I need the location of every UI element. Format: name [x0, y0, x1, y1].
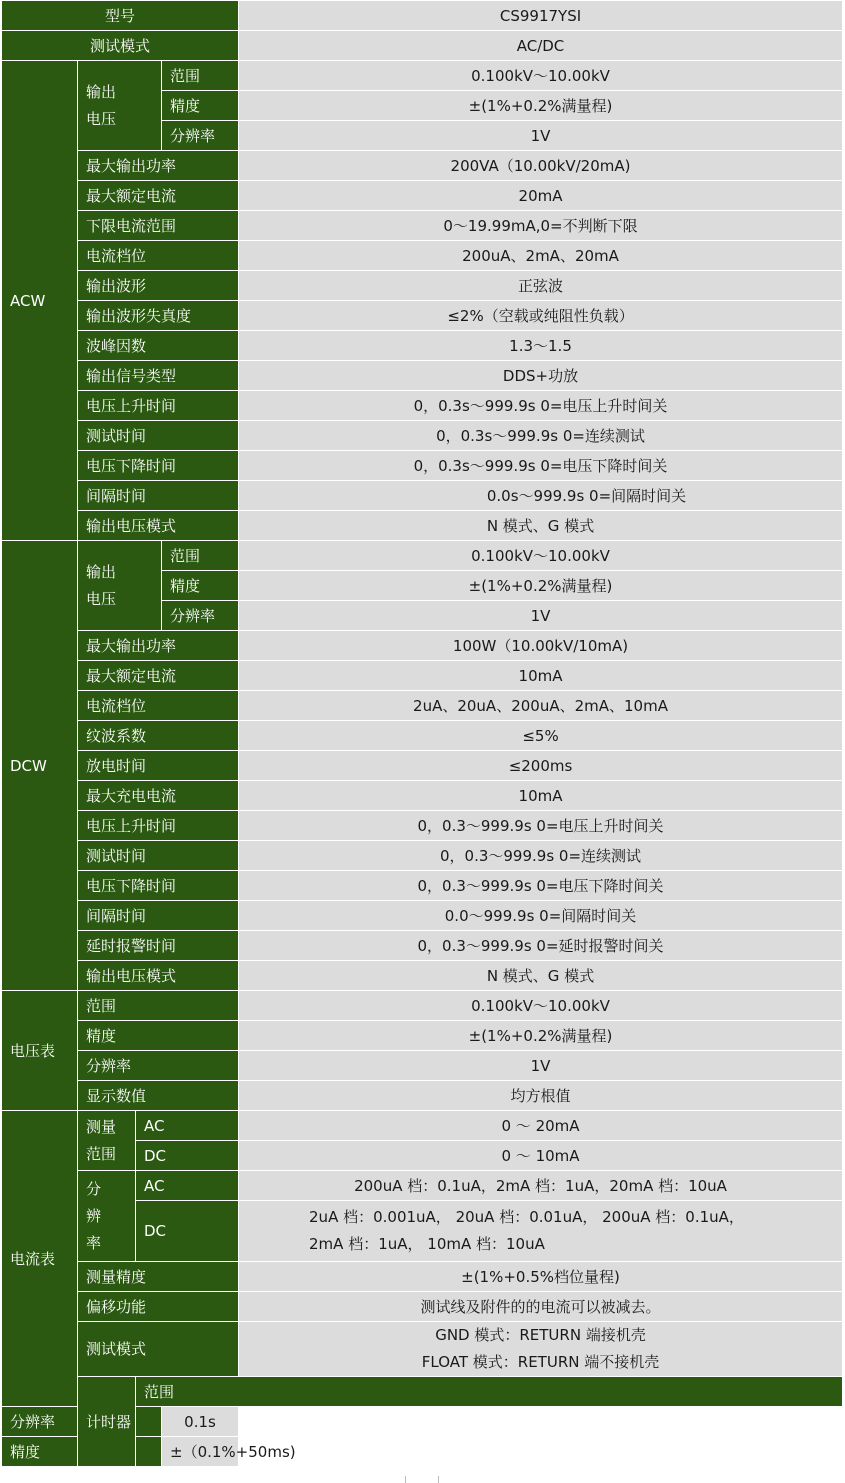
table-row [2, 631, 843, 661]
table-row [2, 61, 843, 91]
test-mode-value: AC/DC [239, 31, 843, 61]
table-row [2, 1437, 843, 1467]
dcw-row-value: N 模式、G 模式 [239, 961, 843, 991]
acw-row-label: 最大输出功率 [78, 151, 239, 181]
dcw-row-label: 输出电压模式 [78, 961, 239, 991]
acw-section-label: ACW [2, 61, 78, 541]
dcw-row-value: 0，0.3～999.9s 0=电压下降时间关 [239, 871, 843, 901]
dcw-row-label: 放电时间 [78, 751, 239, 781]
acw-row-value: N 模式、G 模式 [239, 511, 843, 541]
dcw-resolution-label: 分辨率 [162, 601, 239, 631]
table-row [2, 1377, 843, 1407]
dcw-section-label: DCW [2, 541, 78, 991]
dcw-row-label: 测试时间 [78, 841, 239, 871]
acw-row-value: DDS+功放 [239, 361, 843, 391]
ammeter-range-ac-value: 0 ～ 20mA [239, 1111, 843, 1141]
table-row [2, 1262, 843, 1292]
acw-row-label: 最大额定电流 [78, 181, 239, 211]
table-row [2, 1292, 843, 1322]
acw-accuracy-label: 精度 [162, 91, 239, 121]
table-row [2, 391, 843, 421]
page-divider [405, 1476, 439, 1483]
dcw-row-value: ≤200ms [239, 751, 843, 781]
acw-row-value: 0～19.99mA,0=不判断下限 [239, 211, 843, 241]
ammeter-res-ac-label: AC [136, 1171, 239, 1201]
dcw-accuracy-value: ±(1%+0.2%满量程) [239, 571, 843, 601]
table-row [2, 1081, 843, 1111]
table-row [2, 961, 843, 991]
voltmeter-row-label: 显示数值 [78, 1081, 239, 1111]
table-row [2, 1322, 843, 1377]
acw-row-label: 电压上升时间 [78, 391, 239, 421]
table-row [2, 1051, 843, 1081]
timer-row-value: ±（0.1%+50ms) [162, 1437, 239, 1467]
table-row [2, 271, 843, 301]
dcw-row-value: 2uA、20uA、200uA、2mA、10mA [239, 691, 843, 721]
dcw-range-label: 范围 [162, 541, 239, 571]
model-label: 型号 [2, 1, 239, 31]
acw-row-label: 间隔时间 [78, 481, 239, 511]
table-row [2, 991, 843, 1021]
table-row [2, 1111, 843, 1141]
acw-row-value: 正弦波 [239, 271, 843, 301]
table-row [2, 931, 843, 961]
voltmeter-row-value: 0.100kV～10.00kV [239, 991, 843, 1021]
timer-section-label: 计时器 [78, 1377, 136, 1467]
acw-row-label: 输出波形 [78, 271, 239, 301]
table-row [2, 331, 843, 361]
acw-row-value: 0，0.3s～999.9s 0=连续测试 [239, 421, 843, 451]
ammeter-range-dc-value: 0 ～ 10mA [239, 1141, 843, 1171]
ammeter-resolution-label: 分 辨 率 [78, 1171, 136, 1262]
dcw-row-label: 最大额定电流 [78, 661, 239, 691]
model-value: CS9917YSI [239, 1, 843, 31]
dcw-row-value: 100W（10.00kV/10mA) [239, 631, 843, 661]
acw-resolution-label: 分辨率 [162, 121, 239, 151]
acw-row-value: 200VA（10.00kV/20mA) [239, 151, 843, 181]
voltmeter-row-value: ±(1%+0.2%满量程) [239, 1021, 843, 1051]
table-row [2, 691, 843, 721]
ammeter-accuracy-value: ±(1%+0.5%档位量程) [239, 1262, 843, 1292]
voltmeter-section-label: 电压表 [2, 991, 78, 1111]
acw-row-value: 0.0s～999.9s 0=间隔时间关 [239, 481, 843, 511]
dcw-range-value: 0.100kV～10.00kV [239, 541, 843, 571]
timer-row-label: 分辨率 [2, 1407, 162, 1437]
timer-row-label: 范围 [136, 1377, 843, 1407]
acw-accuracy-value: ±(1%+0.2%满量程) [239, 91, 843, 121]
dcw-row-value: 10mA [239, 781, 843, 811]
spec-table [1, 0, 843, 1467]
ammeter-mode-value: GND 模式：RETURN 端接机壳 FLOAT 模式：RETURN 端不接机壳 [239, 1322, 843, 1377]
table-row [2, 511, 843, 541]
table-row [2, 811, 843, 841]
table-row [2, 211, 843, 241]
acw-row-label: 电流档位 [78, 241, 239, 271]
dcw-row-value: 0，0.3～999.9s 0=电压上升时间关 [239, 811, 843, 841]
ammeter-res-dc-value: 2uA 档：0.001uA， 20uA 档：0.01uA， 200uA 档：0.1uA， 2mA 档：1uA， 10mA 档：10uA [239, 1201, 843, 1262]
table-row [2, 31, 843, 61]
ammeter-range-dc-label: DC [136, 1141, 239, 1171]
voltmeter-row-label: 分辨率 [78, 1051, 239, 1081]
table-row [2, 661, 843, 691]
timer-row-label: 精度 [2, 1437, 162, 1467]
voltmeter-row-value: 1V [239, 1051, 843, 1081]
dcw-row-value: ≤5% [239, 721, 843, 751]
acw-range-value: 0.100kV～10.00kV [239, 61, 843, 91]
ammeter-range-ac-label: AC [136, 1111, 239, 1141]
table-row [2, 901, 843, 931]
acw-row-label: 波峰因数 [78, 331, 239, 361]
acw-row-label: 输出电压模式 [78, 511, 239, 541]
dcw-row-value: 0，0.3～999.9s 0=延时报警时间关 [239, 931, 843, 961]
table-row [2, 421, 843, 451]
ammeter-res-ac-value: 200uA 档：0.1uA，2mA 档：1uA，20mA 档：10uA [239, 1171, 843, 1201]
table-row [2, 301, 843, 331]
voltmeter-row-label: 精度 [78, 1021, 239, 1051]
dcw-output-voltage-label: 输出 电压 [78, 541, 162, 631]
table-row [2, 451, 843, 481]
table-row [2, 481, 843, 511]
table-row [2, 781, 843, 811]
test-mode-label: 测试模式 [2, 31, 239, 61]
ammeter-measure-range-label: 测量 范围 [78, 1111, 136, 1171]
ammeter-res-dc-label: DC [136, 1201, 239, 1262]
dcw-row-label: 最大充电电流 [78, 781, 239, 811]
table-row [2, 841, 843, 871]
acw-row-label: 电压下降时间 [78, 451, 239, 481]
table-row [2, 361, 843, 391]
voltmeter-row-label: 范围 [78, 991, 239, 1021]
table-row [2, 181, 843, 211]
table-row [2, 1021, 843, 1051]
acw-resolution-value: 1V [239, 121, 843, 151]
dcw-accuracy-label: 精度 [162, 571, 239, 601]
ammeter-accuracy-label: 测量精度 [78, 1262, 239, 1292]
table-row [2, 871, 843, 901]
table-row [2, 1, 843, 31]
dcw-row-label: 延时报警时间 [78, 931, 239, 961]
acw-row-value: 0，0.3s～999.9s 0=电压下降时间关 [239, 451, 843, 481]
table-row [2, 151, 843, 181]
dcw-row-value: 10mA [239, 661, 843, 691]
dcw-row-label: 电流档位 [78, 691, 239, 721]
ammeter-offset-value: 测试线及附件的的电流可以被减去。 [239, 1292, 843, 1322]
acw-row-label: 下限电流范围 [78, 211, 239, 241]
acw-output-voltage-label: 输出 电压 [78, 61, 162, 151]
acw-range-label: 范围 [162, 61, 239, 91]
voltmeter-row-value: 均方根值 [239, 1081, 843, 1111]
acw-row-value: 1.3～1.5 [239, 331, 843, 361]
acw-row-label: 输出信号类型 [78, 361, 239, 391]
dcw-row-value: 0.0～999.9s 0=间隔时间关 [239, 901, 843, 931]
table-row [2, 1171, 843, 1201]
dcw-row-label: 电压下降时间 [78, 871, 239, 901]
table-row [2, 751, 843, 781]
table-row [2, 241, 843, 271]
table-row [2, 541, 843, 571]
ammeter-offset-label: 偏移功能 [78, 1292, 239, 1322]
table-row [2, 721, 843, 751]
dcw-row-value: 0，0.3～999.9s 0=连续测试 [239, 841, 843, 871]
dcw-row-label: 纹波系数 [78, 721, 239, 751]
dcw-row-label: 最大输出功率 [78, 631, 239, 661]
acw-row-label: 输出波形失真度 [78, 301, 239, 331]
dcw-row-label: 间隔时间 [78, 901, 239, 931]
timer-row-value: 0.1s [162, 1407, 239, 1437]
acw-row-value: 200uA、2mA、20mA [239, 241, 843, 271]
ammeter-section-label: 电流表 [2, 1111, 78, 1407]
dcw-resolution-value: 1V [239, 601, 843, 631]
dcw-row-label: 电压上升时间 [78, 811, 239, 841]
acw-row-value: 20mA [239, 181, 843, 211]
acw-row-value: 0，0.3s～999.9s 0=电压上升时间关 [239, 391, 843, 421]
acw-row-value: ≤2%（空载或纯阻性负载） [239, 301, 843, 331]
ammeter-mode-label: 测试模式 [78, 1322, 239, 1377]
acw-row-label: 测试时间 [78, 421, 239, 451]
